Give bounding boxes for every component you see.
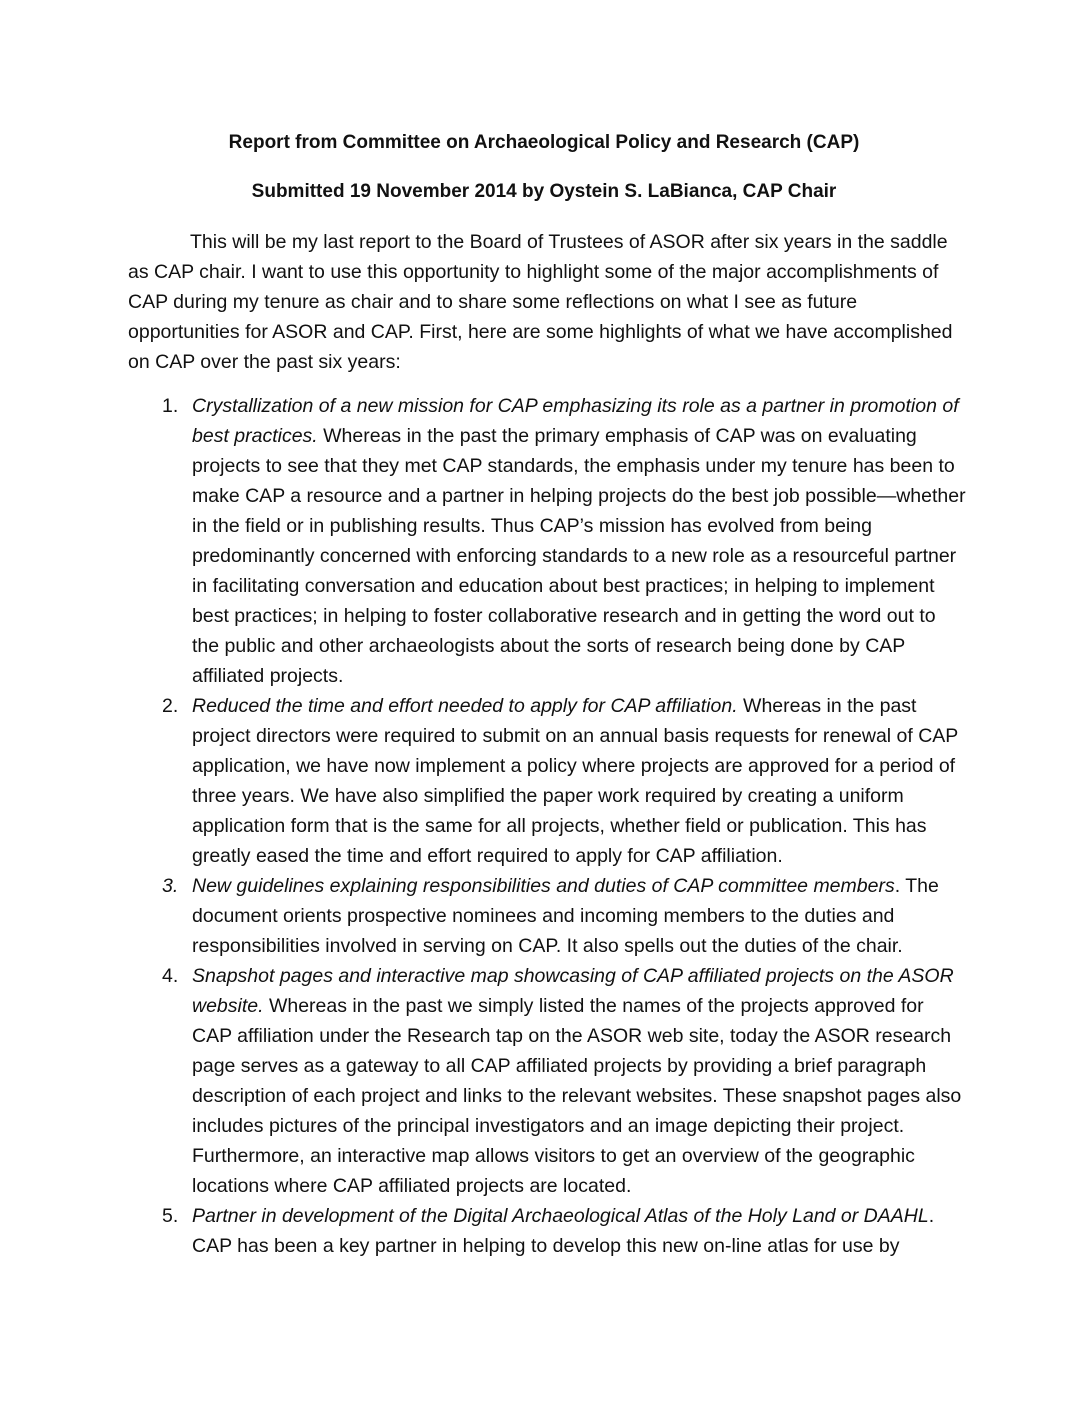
accomplishments-list [128,391,968,1261]
list-item-lead: Reduced the time and effort needed to apply for CAP affiliation. [192,695,738,717]
list-item-number: 2. [162,695,179,717]
list-item [128,871,968,961]
report-title: Report from Committee on Archaeological Policy and Research (CAP) [228,132,860,153]
list-item-number: 1. [162,395,179,417]
list-item-body: . CAP has been a key partner in helping to develop this new on-line atlas for use by [192,1205,935,1257]
list-item-lead: New guidelines explaining responsibilities and duties of CAP committee members [192,875,895,897]
list-item-number: 3. [162,875,179,897]
list-item-body: Whereas in the past we simply listed the names of the projects approved for CAP affiliation under the Research tap on the ASOR web site, today the ASOR research page serves as a gateway to all CAP affiliated projects by providing a brief paragraph description of each project and links to the relevant websites. These snapshot pages also includes pictures of the principal investigators and an image depicting their project. Furthermore, an interactive map allows visitors to get an overview of the geographic locations where CAP affiliated projects are located. [192,995,962,1197]
list-item-lead: Partner in development of the Digital Archaeological Atlas of the Holy Land or DAAHL [192,1205,929,1227]
list-item [128,961,968,1201]
list-item-body: Whereas in the past project directors were required to submit on an annual basis requests for renewal of CAP application, we have now implement a policy where projects are approved for a period of three years. We have also simplified the paper work required by creating a uniform application form that is the same for all projects, whether field or publication. This has greatly eased the time and effort required to apply for CAP affiliation. [192,695,958,867]
list-item-body: Whereas in the past the primary emphasis of CAP was on evaluating projects to see that they met CAP standards, the emphasis under my tenure has been to make CAP a resource and a partner in helping projects do the best job possible—whether in the field or in publishing results. Thus CAP’s mission has evolved from being predominantly concerned with enforcing standards to a new role as a resourceful partner in facilitating conversation and education about best practices; in helping to implement best practices; in helping to foster collaborative research and in getting the word out to the public and other archaeologists about the sorts of research being done by CAP affiliated projects. [192,425,966,687]
list-item [128,691,968,871]
list-item [128,1201,968,1261]
list-item-number: 5. [162,1205,179,1227]
list-item-body: . The document orients prospective nominees and incoming members to the duties and responsibilities involved in serving on CAP. It also spells out the duties of the chair. [192,875,939,957]
list-item-lead: Snapshot pages and interactive map showcasing of CAP affiliated projects on the ASOR website. [192,965,954,1017]
report-subtitle: Submitted 19 November 2014 by Oystein S. LaBianca, CAP Chair [251,181,837,202]
list-item-lead: Crystallization of a new mission for CAP emphasizing its role as a partner in promotion of best practices. [192,395,959,447]
list-item-number: 4. [162,965,179,987]
intro-paragraph: This will be my last report to the Board of Trustees of ASOR after six years in the saddle as CAP chair. I want to use this opportunity to highlight some of the major accomplishments of CAP during my tenure as chair and to share some reflections on what I see as future opportunities for ASOR and CAP. First, here are some highlights of what we have accomplished on CAP over the past six years: [128,231,953,373]
list-item [128,391,968,691]
